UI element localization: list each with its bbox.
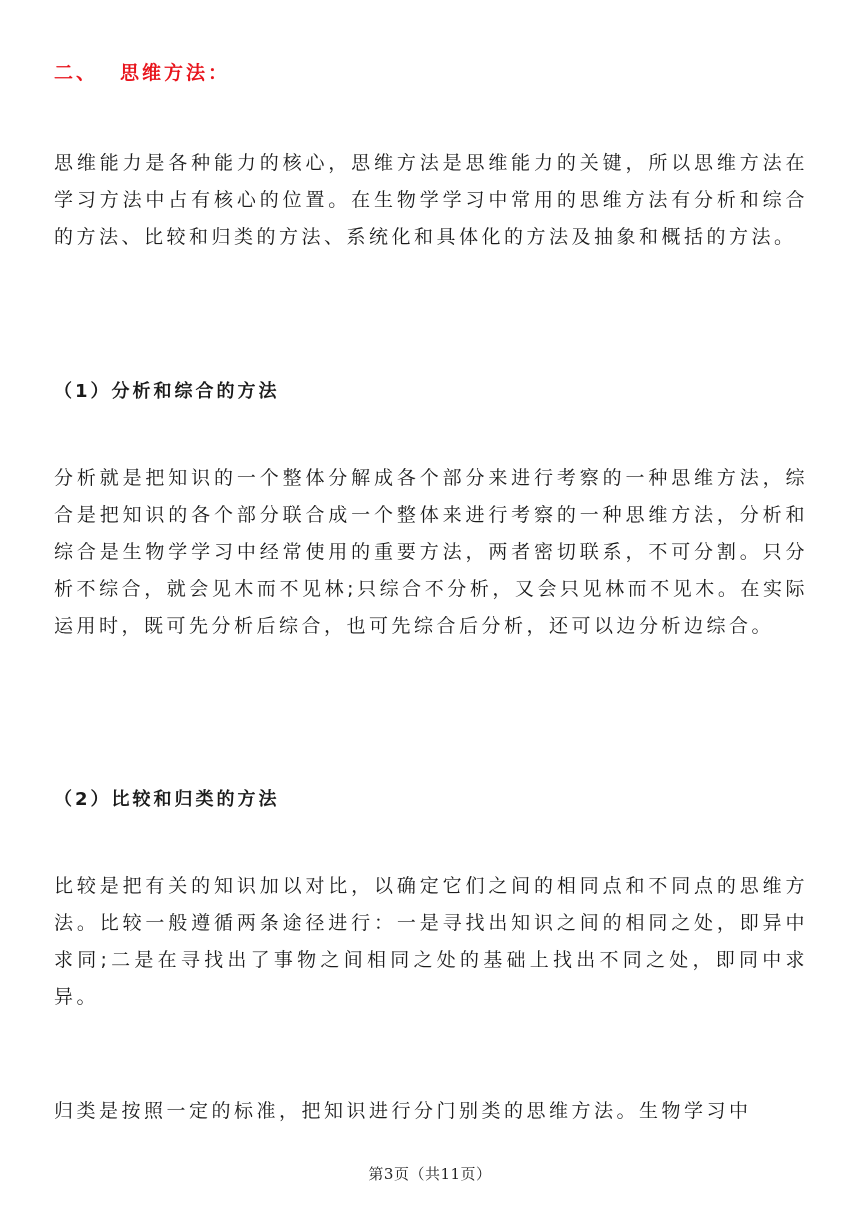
section-heading bbox=[54, 58, 230, 85]
section-number: 二、 bbox=[54, 62, 99, 84]
subsection-2-heading: （2）比较和归类的方法 bbox=[54, 789, 280, 810]
subsection-2-paragraph-1: 比较是把有关的知识加以对比，以确定它们之间的相同点和不同点的思维方法。比较一般遵循两条途径进行：一是寻找出知识之间的相同之处，即异中求同;二是在寻找出了事物之间相同之处的基础上找出不同之处，即同中求异。 bbox=[54, 875, 808, 1008]
subsection-1-heading: （1）分析和综合的方法 bbox=[54, 381, 280, 402]
subsection-1-paragraph: 分析就是把知识的一个整体分解成各个部分来进行考察的一种思维方法，综合是把知识的各个部分联合成一个整体来进行考察的一种思维方法，分析和综合是生物学学习中经常使用的重要方法，两者密切联系，不可分割。只分析不综合，就会见木而不见林;只综合不分析，又会只见林而不见木。在实际运用时，既可先分析后综合，也可先综合后分析，还可以边分析边综合。 bbox=[54, 467, 808, 637]
intro-paragraph: 思维能力是各种能力的核心，思维方法是思维能力的关键，所以思维方法在学习方法中占有核心的位置。在生物学学习中常用的思维方法有分析和综合的方法、比较和归类的方法、系统化和具体化的方法及抽象和概括的方法。 bbox=[54, 152, 808, 248]
subsection-2-paragraph-2: 归类是按照一定的标准，把知识进行分门别类的思维方法。生物学习中 bbox=[54, 1100, 752, 1122]
page-footer: 第3页（共11页） bbox=[368, 1165, 492, 1183]
section-title: 思维方法： bbox=[120, 62, 231, 84]
